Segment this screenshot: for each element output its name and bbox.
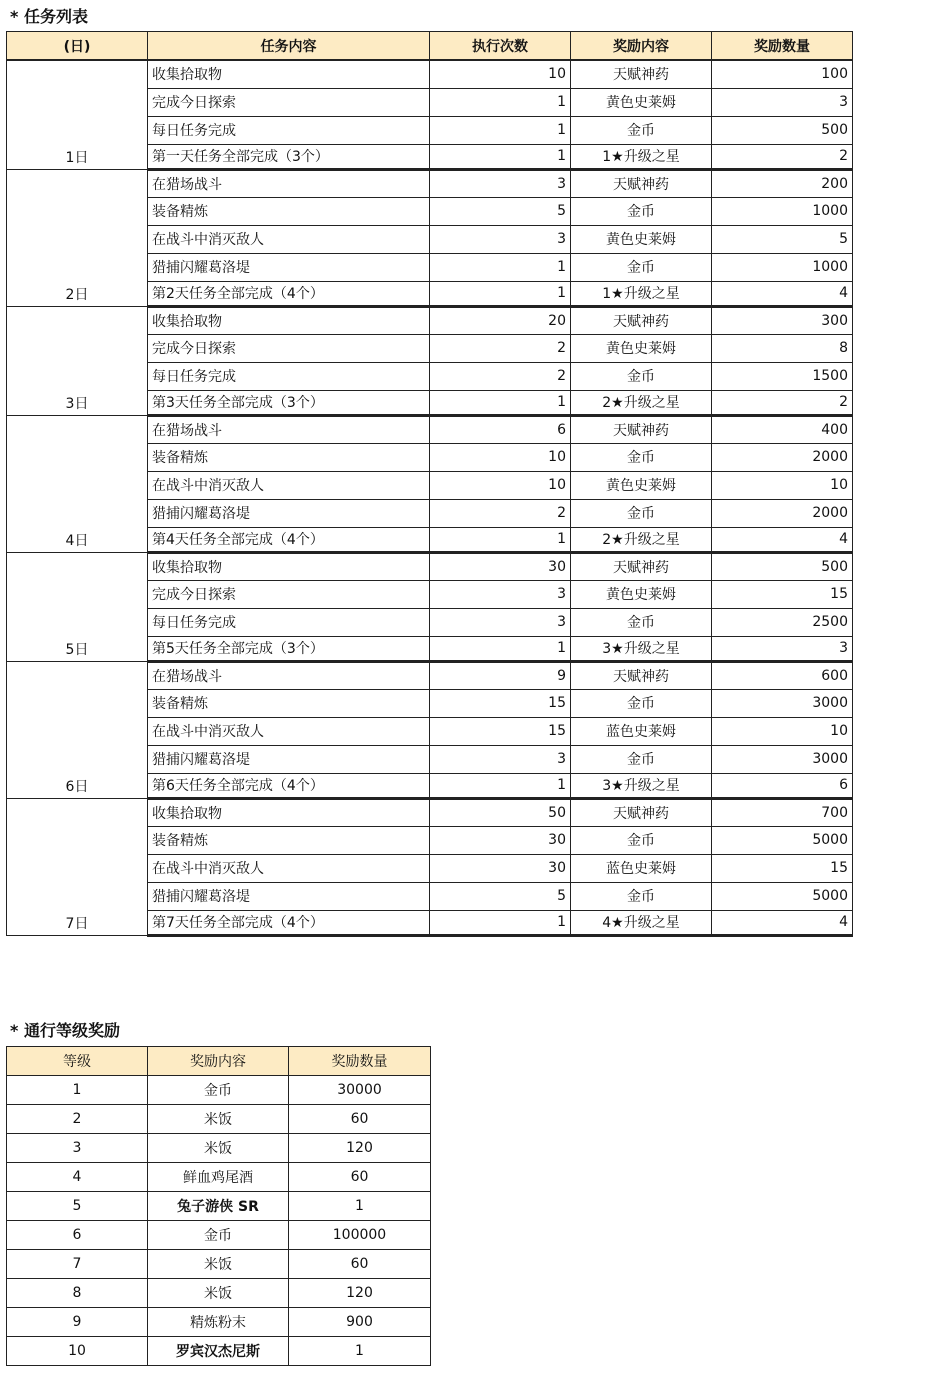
task-count: 1 (430, 390, 571, 415)
table-row (7, 552, 853, 580)
level-number: 1 (7, 1076, 148, 1105)
level-qty: 100000 (289, 1221, 431, 1250)
reward-qty: 300 (712, 306, 853, 334)
reward-qty: 4 (712, 281, 853, 306)
task-name: 收集拾取物 (148, 798, 430, 826)
level-reward: 米饭 (148, 1105, 289, 1134)
table-row (7, 415, 853, 443)
level-qty: 30000 (289, 1076, 431, 1105)
task-count: 3 (430, 580, 571, 608)
reward-name: 金币 (571, 882, 712, 910)
level-reward: 米饭 (148, 1279, 289, 1308)
day-label: 5日 (7, 552, 148, 661)
reward-name: 天赋神药 (571, 306, 712, 334)
task-name: 完成今日探索 (148, 88, 430, 116)
reward-qty: 1500 (712, 362, 853, 390)
reward-name: 天赋神药 (571, 798, 712, 826)
task-count: 10 (430, 443, 571, 471)
task-name: 每日任务完成 (148, 116, 430, 144)
reward-name: 金币 (571, 608, 712, 636)
level-table-header (7, 1047, 431, 1076)
task-table-body (7, 60, 853, 935)
reward-name: 1★升级之星 (571, 144, 712, 169)
reward-qty: 600 (712, 661, 853, 689)
reward-name: 金币 (571, 443, 712, 471)
reward-name: 黄色史莱姆 (571, 334, 712, 362)
header-level: 等级 (7, 1047, 148, 1076)
level-number: 4 (7, 1163, 148, 1192)
task-name: 猎捕闪耀葛洛堤 (148, 499, 430, 527)
reward-qty: 2000 (712, 443, 853, 471)
reward-name: 3★升级之星 (571, 773, 712, 798)
task-name: 装备精炼 (148, 197, 430, 225)
task-count: 2 (430, 362, 571, 390)
task-count: 6 (430, 415, 571, 443)
level-number: 9 (7, 1308, 148, 1337)
level-qty: 60 (289, 1250, 431, 1279)
day-label: 4日 (7, 415, 148, 552)
task-count: 10 (430, 471, 571, 499)
level-reward: 米饭 (148, 1134, 289, 1163)
table-row (7, 1250, 431, 1279)
task-name: 装备精炼 (148, 443, 430, 471)
reward-name: 天赋神药 (571, 552, 712, 580)
level-qty: 900 (289, 1308, 431, 1337)
task-name: 在战斗中消灭敌人 (148, 854, 430, 882)
task-count: 3 (430, 225, 571, 253)
task-name: 每日任务完成 (148, 608, 430, 636)
reward-qty: 500 (712, 552, 853, 580)
task-name: 完成今日探索 (148, 334, 430, 362)
header-level-qty: 奖励数量 (289, 1047, 431, 1076)
task-name: 第6天任务全部完成（4个） (148, 773, 430, 798)
level-number: 2 (7, 1105, 148, 1134)
level-reward: 金币 (148, 1221, 289, 1250)
task-name: 在猎场战斗 (148, 169, 430, 197)
task-count: 1 (430, 281, 571, 306)
level-number: 5 (7, 1192, 148, 1221)
task-count: 1 (430, 253, 571, 281)
reward-name: 金币 (571, 362, 712, 390)
level-number: 6 (7, 1221, 148, 1250)
day-label: 2日 (7, 169, 148, 306)
reward-name: 3★升级之星 (571, 636, 712, 661)
task-count: 1 (430, 88, 571, 116)
task-name: 收集拾取物 (148, 552, 430, 580)
level-reward: 兔子游侠 SR (148, 1192, 289, 1221)
header-reward: 奖励内容 (571, 32, 712, 61)
table-row (7, 1192, 431, 1221)
day-label: 7日 (7, 798, 148, 935)
table-row (7, 1221, 431, 1250)
level-qty: 1 (289, 1192, 431, 1221)
table-row (7, 60, 853, 88)
reward-qty: 2000 (712, 499, 853, 527)
reward-name: 蓝色史莱姆 (571, 717, 712, 745)
reward-name: 天赋神药 (571, 415, 712, 443)
reward-qty: 2 (712, 390, 853, 415)
level-number: 8 (7, 1279, 148, 1308)
task-count: 50 (430, 798, 571, 826)
task-name: 每日任务完成 (148, 362, 430, 390)
header-level-reward: 奖励内容 (148, 1047, 289, 1076)
header-day: (日) (7, 32, 148, 61)
reward-name: 金币 (571, 197, 712, 225)
reward-qty: 200 (712, 169, 853, 197)
reward-qty: 1000 (712, 253, 853, 281)
table-row (7, 661, 853, 689)
task-count: 9 (430, 661, 571, 689)
reward-name: 金币 (571, 826, 712, 854)
task-count: 2 (430, 334, 571, 362)
task-count: 1 (430, 910, 571, 935)
task-count: 30 (430, 854, 571, 882)
reward-qty: 100 (712, 60, 853, 88)
task-count: 3 (430, 745, 571, 773)
task-name: 第5天任务全部完成（3个） (148, 636, 430, 661)
table-row (7, 798, 853, 826)
task-count: 3 (430, 169, 571, 197)
reward-qty: 10 (712, 717, 853, 745)
reward-qty: 8 (712, 334, 853, 362)
level-qty: 60 (289, 1105, 431, 1134)
reward-qty: 3 (712, 88, 853, 116)
task-count: 15 (430, 717, 571, 745)
task-count: 1 (430, 773, 571, 798)
reward-qty: 15 (712, 580, 853, 608)
reward-name: 1★升级之星 (571, 281, 712, 306)
table-row (7, 1337, 431, 1366)
day-label: 6日 (7, 661, 148, 798)
level-number: 3 (7, 1134, 148, 1163)
task-count: 15 (430, 689, 571, 717)
reward-qty: 3000 (712, 745, 853, 773)
task-count: 3 (430, 608, 571, 636)
reward-name: 2★升级之星 (571, 390, 712, 415)
level-number: 10 (7, 1337, 148, 1366)
task-name: 第2天任务全部完成（4个） (148, 281, 430, 306)
level-table-body (7, 1076, 431, 1366)
header-task: 任务内容 (148, 32, 430, 61)
task-name: 完成今日探索 (148, 580, 430, 608)
task-name: 在战斗中消灭敌人 (148, 225, 430, 253)
task-name: 第7天任务全部完成（4个） (148, 910, 430, 935)
task-name: 在猎场战斗 (148, 415, 430, 443)
task-count: 5 (430, 882, 571, 910)
task-name: 装备精炼 (148, 689, 430, 717)
reward-qty: 10 (712, 471, 853, 499)
reward-name: 4★升级之星 (571, 910, 712, 935)
reward-qty: 2500 (712, 608, 853, 636)
task-count: 5 (430, 197, 571, 225)
task-count: 30 (430, 826, 571, 854)
reward-name: 黄色史莱姆 (571, 580, 712, 608)
header-count: 执行次数 (430, 32, 571, 61)
table-row (7, 1105, 431, 1134)
table-row (7, 1279, 431, 1308)
reward-qty: 3000 (712, 689, 853, 717)
level-qty: 120 (289, 1134, 431, 1163)
task-count: 2 (430, 499, 571, 527)
task-count: 20 (430, 306, 571, 334)
table-row (7, 1134, 431, 1163)
table-row (7, 1076, 431, 1105)
task-count: 30 (430, 552, 571, 580)
task-table-header (7, 32, 853, 61)
reward-qty: 4 (712, 910, 853, 935)
day-label: 1日 (7, 60, 148, 169)
task-count: 1 (430, 116, 571, 144)
reward-name: 黄色史莱姆 (571, 471, 712, 499)
task-name: 第一天任务全部完成（3个） (148, 144, 430, 169)
table-row (7, 1163, 431, 1192)
level-reward: 鲜血鸡尾酒 (148, 1163, 289, 1192)
task-section-title: * 任务列表 (10, 7, 88, 26)
level-table (6, 1046, 431, 1366)
task-count: 1 (430, 144, 571, 169)
level-reward: 米饭 (148, 1250, 289, 1279)
reward-qty: 2 (712, 144, 853, 169)
reward-qty: 5000 (712, 826, 853, 854)
task-name: 第3天任务全部完成（3个） (148, 390, 430, 415)
reward-name: 蓝色史莱姆 (571, 854, 712, 882)
level-section-title: * 通行等级奖励 (10, 1021, 120, 1040)
reward-name: 金币 (571, 253, 712, 281)
reward-qty: 5000 (712, 882, 853, 910)
task-count: 1 (430, 527, 571, 552)
table-row (7, 169, 853, 197)
reward-name: 2★升级之星 (571, 527, 712, 552)
reward-qty: 15 (712, 854, 853, 882)
level-reward: 精炼粉末 (148, 1308, 289, 1337)
reward-qty: 700 (712, 798, 853, 826)
reward-name: 天赋神药 (571, 169, 712, 197)
reward-name: 天赋神药 (571, 60, 712, 88)
reward-qty: 500 (712, 116, 853, 144)
reward-name: 金币 (571, 689, 712, 717)
reward-qty: 6 (712, 773, 853, 798)
task-name: 收集拾取物 (148, 306, 430, 334)
reward-name: 金币 (571, 745, 712, 773)
reward-name: 黄色史莱姆 (571, 225, 712, 253)
reward-qty: 4 (712, 527, 853, 552)
task-count: 1 (430, 636, 571, 661)
reward-qty: 5 (712, 225, 853, 253)
reward-qty: 3 (712, 636, 853, 661)
day-label: 3日 (7, 306, 148, 415)
reward-name: 天赋神药 (571, 661, 712, 689)
task-name: 猎捕闪耀葛洛堤 (148, 253, 430, 281)
reward-qty: 400 (712, 415, 853, 443)
task-name: 猎捕闪耀葛洛堤 (148, 745, 430, 773)
task-name: 在战斗中消灭敌人 (148, 717, 430, 745)
level-qty: 120 (289, 1279, 431, 1308)
task-name: 收集拾取物 (148, 60, 430, 88)
task-name: 在战斗中消灭敌人 (148, 471, 430, 499)
level-reward: 罗宾汉杰尼斯 (148, 1337, 289, 1366)
task-table (6, 31, 853, 937)
table-row (7, 306, 853, 334)
level-qty: 1 (289, 1337, 431, 1366)
task-name: 装备精炼 (148, 826, 430, 854)
task-name: 第4天任务全部完成（4个） (148, 527, 430, 552)
level-number: 7 (7, 1250, 148, 1279)
task-name: 在猎场战斗 (148, 661, 430, 689)
table-row (7, 1308, 431, 1337)
reward-name: 金币 (571, 499, 712, 527)
level-reward: 金币 (148, 1076, 289, 1105)
reward-qty: 1000 (712, 197, 853, 225)
header-qty: 奖励数量 (712, 32, 853, 61)
reward-name: 金币 (571, 116, 712, 144)
level-qty: 60 (289, 1163, 431, 1192)
reward-name: 黄色史莱姆 (571, 88, 712, 116)
task-name: 猎捕闪耀葛洛堤 (148, 882, 430, 910)
task-count: 10 (430, 60, 571, 88)
